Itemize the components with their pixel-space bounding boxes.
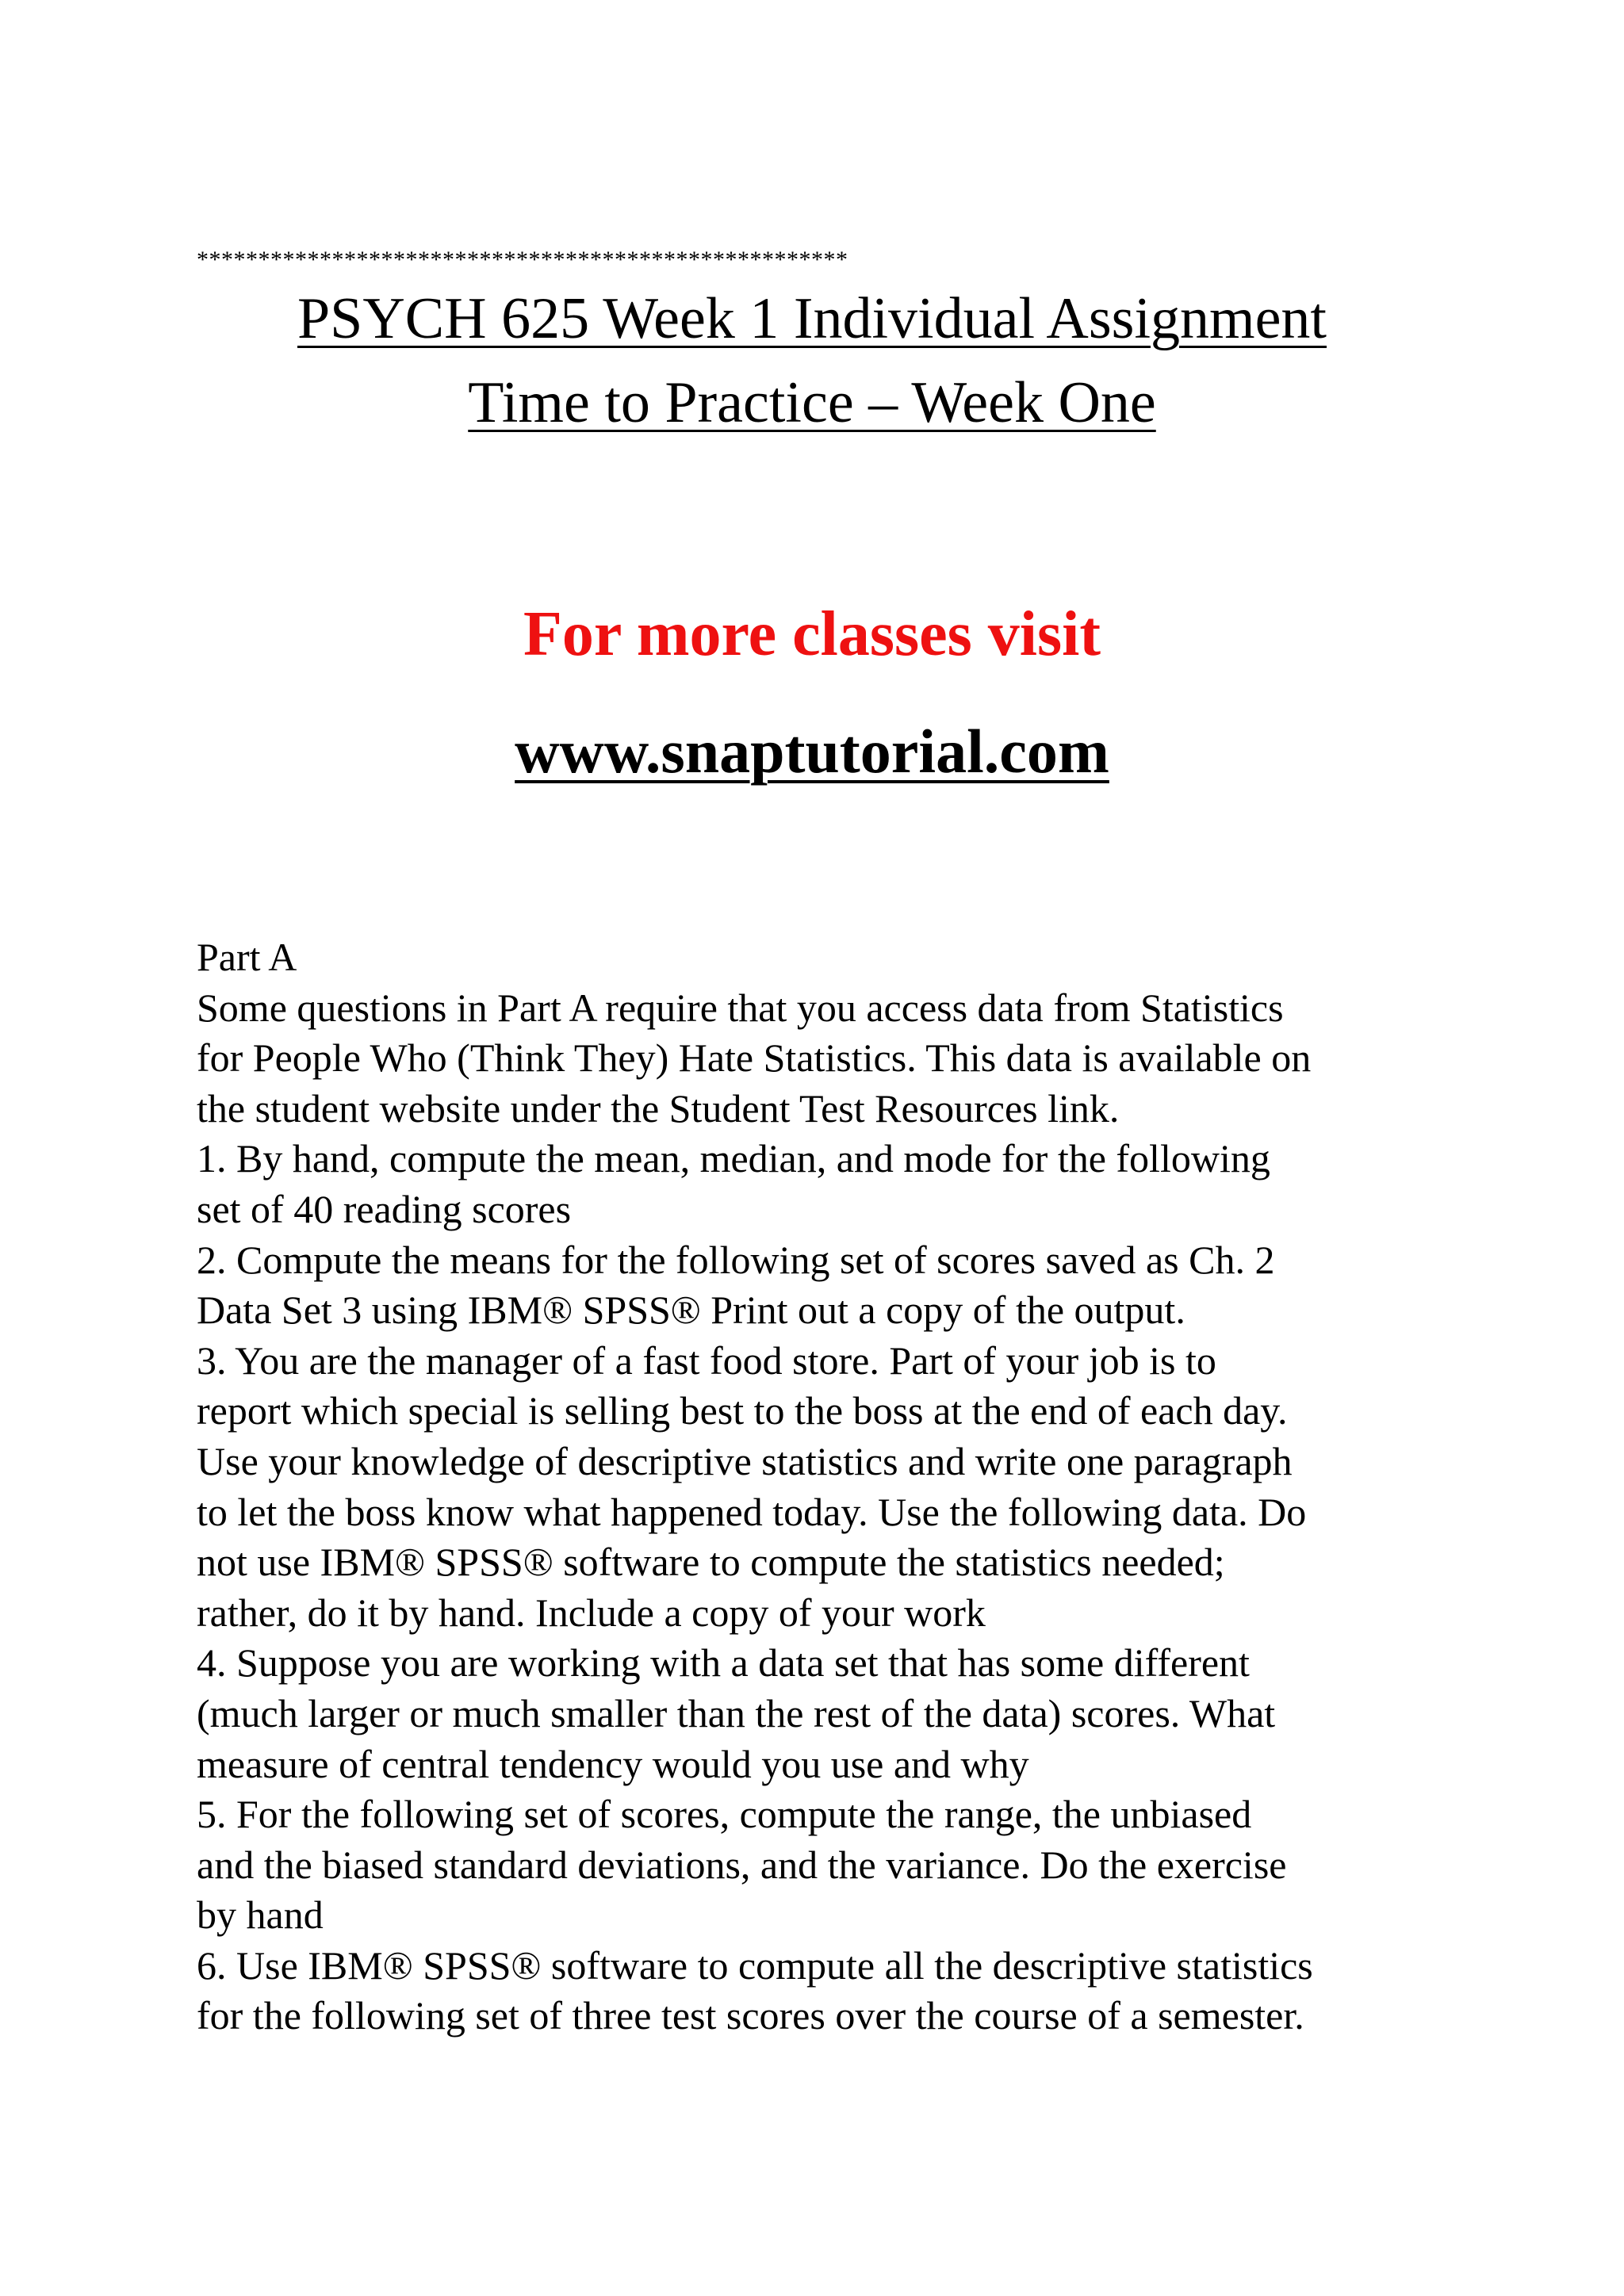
body-line: rather, do it by hand. Include a copy of your work xyxy=(197,1590,986,1635)
body-line: not use IBM® SPSS® software to compute the statistics needed; xyxy=(197,1540,1225,1585)
asterisk-divider: ***************************************************** xyxy=(197,247,848,273)
body-line: the student website under the Student Test Resources link. xyxy=(197,1085,1120,1131)
body-line: Use your knowledge of descriptive statistics and write one paragraph xyxy=(197,1438,1293,1483)
body-line: 3. You are the manager of a fast food store. Part of your job is to xyxy=(197,1337,1216,1383)
body-line: Part A xyxy=(197,935,297,979)
body-line: and the biased standard deviations, and the variance. Do the exercise xyxy=(197,1842,1287,1887)
promo-heading: For more classes visit xyxy=(523,599,1101,669)
document-title xyxy=(0,279,1624,358)
body-line: set of 40 reading scores xyxy=(197,1186,572,1231)
promo-link[interactable]: www.snaptutorial.com xyxy=(515,717,1109,786)
body-line: 2. Compute the means for the following set of scores saved as Ch. 2 xyxy=(197,1237,1275,1282)
body-line: report which special is selling best to the boss at the end of each day. xyxy=(197,1388,1288,1433)
body-line: by hand xyxy=(197,1892,324,1938)
title-line-1: PSYCH 625 Week 1 Individual Assignment xyxy=(297,286,1327,351)
body-line: 6. Use IBM® SPSS® software to compute all the descriptive statistics xyxy=(197,1942,1313,1988)
title-line-2: Time to Practice – Week One xyxy=(468,370,1156,435)
body-line: Some questions in Part A require that you access data from Statistics xyxy=(197,985,1284,1030)
body-line: Data Set 3 using IBM® SPSS® Print out a copy of the output. xyxy=(197,1288,1185,1333)
assignment-body xyxy=(197,932,1434,2042)
document-subtitle xyxy=(0,363,1624,442)
body-line: 1. By hand, compute the mean, median, and mode for the following xyxy=(197,1136,1270,1181)
body-line: measure of central tendency would you use and why xyxy=(197,1741,1029,1786)
body-line: for the following set of three test scores over the course of a semester. xyxy=(197,1993,1304,2038)
body-line: 5. For the following set of scores, compute the range, the unbiased xyxy=(197,1792,1252,1837)
body-line: for People Who (Think They) Hate Statistics. This data is available on xyxy=(197,1035,1312,1081)
body-line: 4. Suppose you are working with a data set that has some different xyxy=(197,1640,1250,1686)
promo-link-wrapper xyxy=(0,712,1624,791)
body-line: to let the boss know what happened today. Use the following data. Do xyxy=(197,1489,1307,1534)
body-line: (much larger or much smaller than the rest of the data) scores. What xyxy=(197,1690,1276,1735)
